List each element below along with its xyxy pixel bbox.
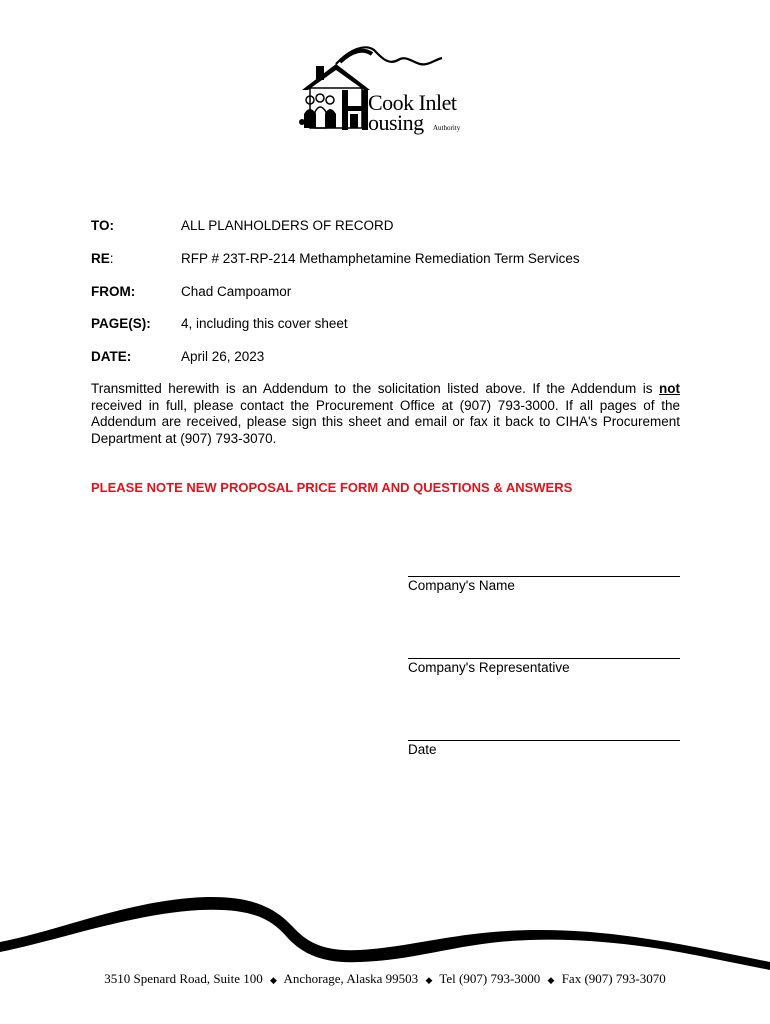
logo-text-housing: ousing	[368, 110, 424, 135]
to-value: ALL PLANHOLDERS OF RECORD	[181, 218, 394, 233]
date-value: April 26, 2023	[181, 349, 265, 364]
price-form-notice: PLEASE NOTE NEW PROPOSAL PRICE FORM AND QUESTIONS & ANSWERS	[91, 480, 573, 495]
re-label	[91, 251, 114, 267]
pages-value: 4, including this cover sheet	[181, 316, 348, 331]
footer-city: Anchorage, Alaska 99503	[283, 971, 419, 986]
from-label: FROM:	[91, 284, 136, 299]
logo-text-authority: Authority	[433, 124, 461, 132]
footer-fax: Fax (907) 793-3070	[561, 971, 666, 986]
body-emphasis: not	[659, 381, 680, 396]
pages-label: PAGE(S):	[91, 316, 151, 331]
logo-text-cook-inlet: Cook Inlet	[368, 90, 457, 115]
signature-line	[408, 658, 680, 659]
date-signature	[408, 740, 680, 757]
from-value: Chad Campoamor	[181, 284, 292, 299]
company-rep-label: Company's Representative	[408, 660, 570, 675]
signature-line	[408, 576, 680, 577]
company-name-label: Company's Name	[408, 578, 515, 593]
company-rep-signature	[408, 658, 680, 675]
date-label: DATE:	[91, 349, 132, 364]
footer-swoosh-icon	[0, 880, 770, 970]
footer-address	[0, 971, 770, 987]
body-part-1: Transmitted herewith is an Addendum to the solicitation listed above. If the Addendum is	[91, 381, 659, 396]
body-part-2: received in full, please contact the Procurement Office at (907) 793-3000. If all pages of the Addendum are received, please sign this sheet and email or fax it back to CIHA's Procurement Department at (907) 793-3070.	[91, 397, 680, 446]
footer-tel: Tel (907) 793-3000	[439, 971, 541, 986]
re-label-colon: :	[109, 251, 114, 266]
diamond-separator-icon: ◆	[425, 975, 433, 985]
transmittal-paragraph	[91, 381, 680, 447]
diamond-separator-icon: ◆	[547, 975, 555, 985]
re-label-text: RE	[91, 251, 110, 266]
diamond-separator-icon: ◆	[270, 975, 277, 985]
ciha-logo	[296, 42, 496, 137]
company-name-signature	[408, 576, 680, 593]
signature-date-label: Date	[408, 742, 437, 757]
re-value: RFP # 23T-RP-214 Methamphetamine Remediation Term Services	[181, 251, 580, 266]
to-label: TO:	[91, 218, 114, 233]
signature-line	[408, 740, 680, 741]
footer-street: 3510 Spenard Road, Suite 100	[104, 971, 263, 986]
